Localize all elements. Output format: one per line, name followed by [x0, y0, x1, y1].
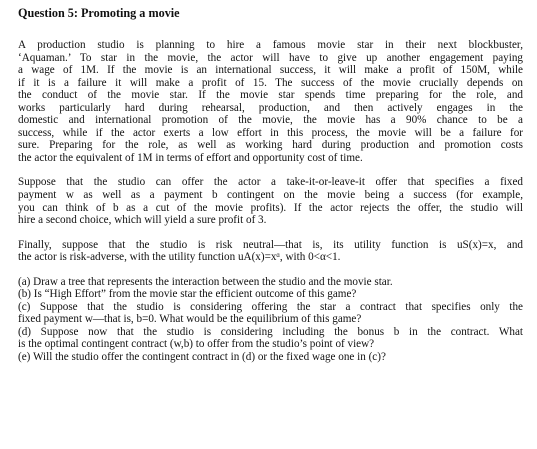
paragraph-line: the actor the equivalent of 1M in terms of effort and opportunity cost of time.: [18, 151, 363, 164]
paragraph-line: Suppose that the studio can offer the actor a take-it-or-leave-it offer that specifies a fixed: [18, 176, 523, 189]
question-item: (b) Is “High Effort” from the movie star the efficient outcome of this game?: [18, 288, 357, 301]
paragraph-line: works particularly hard during rehearsal, production, and then actively engages in the: [18, 101, 523, 114]
question-item: (d) Suppose now that the studio is considering including the bonus b in the contract. What: [18, 325, 523, 338]
question-list: [18, 276, 523, 364]
question-item: fixed payment w—that is, b=0. What would be the equilibrium of this game?: [18, 313, 362, 326]
paragraph-line: you can think of b as a cut of the movie profits). If the actor rejects the offer, the studio will: [18, 201, 523, 214]
paragraph-line: payment w as well as a payment b contingent on the movie being a success (for example,: [18, 189, 523, 202]
scenario-paragraph: [18, 39, 523, 164]
paragraph-line: if it is a failure it will make a profit of 15. The success of the movie crucially depends on: [18, 76, 523, 89]
question-item: (c) Suppose that the studio is considering offering the star a contract that specifies only the: [18, 300, 523, 313]
paragraph-line: sure. Preparing for the role, as well as working hard during production and promotion costs: [18, 139, 523, 152]
paragraph-line: Finally, suppose that the studio is risk neutral—that is, its utility function is uS(x)=x, and: [18, 238, 523, 251]
paragraph-line: success, while if the actor exerts a low effort in this process, the movie will be a failure for: [18, 126, 523, 139]
question-document: [18, 6, 523, 376]
question-title: Question 5: Promoting a movie: [18, 6, 180, 20]
paragraph-line: the conduct of the movie star. If the movie star spends time preparing for the role, and: [18, 89, 523, 102]
utility-paragraph: [18, 239, 523, 264]
paragraph-line: a wage of 1M. If the movie is an international success, it will make a profit of 150M, while: [18, 64, 523, 77]
paragraph-line: the actor is risk-adverse, with the utility function uA(x)=xᵅ, with 0<α<1.: [18, 251, 341, 264]
question-item: (e) Will the studio offer the contingent contract in (d) or the fixed wage one in (c)?: [18, 351, 386, 364]
paragraph-line: ‘Aquaman.’ To star in the movie, the actor will have to give up another engagement paying: [18, 51, 523, 64]
question-item: is the optimal contingent contract (w,b) to offer from the studio’s point of view?: [18, 338, 375, 351]
paragraph-line: A production studio is planning to hire a famous movie star in their next blockbuster,: [18, 39, 523, 51]
question-item: (a) Draw a tree that represents the interaction between the studio and the movie star.: [18, 275, 393, 288]
paragraph-line: domestic and international promotion of the movie, the movie has a 90% chance to be a: [18, 114, 523, 127]
offer-paragraph: [18, 176, 523, 226]
paragraph-line: hire a second choice, which will yield a sure profit of 3.: [18, 214, 267, 227]
